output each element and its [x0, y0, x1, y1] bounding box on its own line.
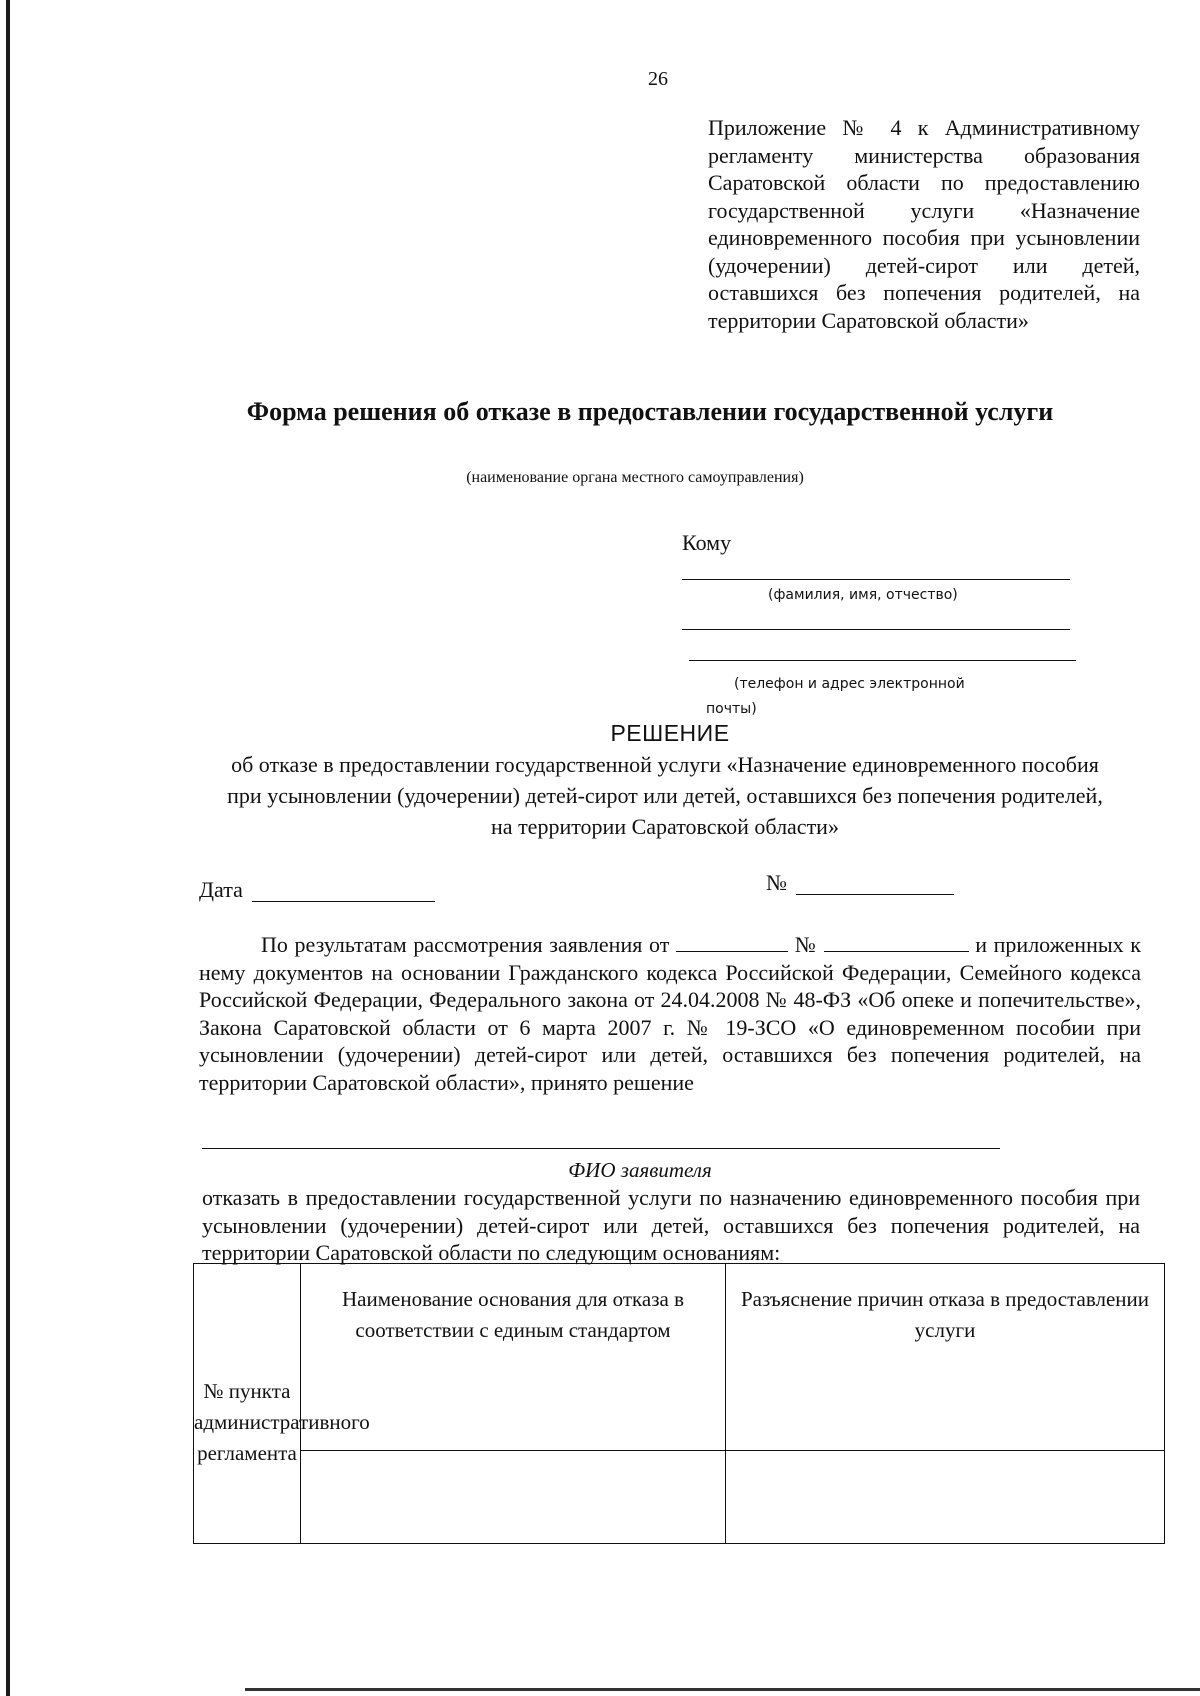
form-title: Форма решения об отказе в предоставлении государственной услуги	[246, 397, 1054, 426]
refusal-text: отказать в предоставлении государственной услуги по назначению единовременного пособия при усыновлении (удочерении) детей-сирот или детей, оставшихся без попечения родителей, на территории Саратовской области по следующим основаниям:	[202, 1185, 1140, 1265]
header-ground-name-text: Наименование основания для отказа в соответствии с единым стандартом	[342, 1287, 684, 1342]
organ-caption: (наименование органа местного самоуправления)	[466, 469, 804, 486]
applicant-caption: ФИО заявителя	[568, 1158, 712, 1182]
appendix-note: Приложение № 4 к Административному регламенту министерства образования Саратовской области по предоставлению государственной услуги «Назначение единовременного пособия при усыновлении (удочерении) детей-сирот или детей, оставшихся без попечения родителей, на территории Саратовской области»	[708, 115, 1140, 333]
decision-number-line[interactable]	[796, 894, 954, 895]
intro-start: По результатам рассмотрения заявления от	[261, 932, 670, 957]
body-paragraph	[199, 931, 1141, 1096]
application-date-line[interactable]	[676, 933, 788, 952]
header-clause-number	[194, 1264, 370, 1544]
scan-edge-left	[6, 0, 10, 1696]
header-clause-number-text: № пункта административного регламента	[194, 1379, 370, 1465]
applicant-line[interactable]	[202, 1148, 1000, 1149]
recipient-line-2[interactable]	[682, 629, 1070, 630]
decision-title: РЕШЕНИЕ	[610, 720, 730, 746]
explanation-cell[interactable]	[726, 1451, 1165, 1544]
recipient-name-line[interactable]	[682, 579, 1070, 580]
application-number-line[interactable]	[824, 933, 969, 952]
reasons-table	[193, 1263, 1165, 1544]
recipient-label: Кому	[682, 530, 732, 555]
header-refusal-explanation-text: Разъяснение причин отказа в предоставлении услуги	[740, 1287, 1149, 1342]
header-refusal-explanation	[726, 1264, 1165, 1451]
date-line[interactable]	[252, 901, 435, 902]
recipient-line-3[interactable]	[689, 660, 1076, 661]
date-label: Дата	[199, 877, 243, 902]
contact-caption-line2: почты)	[706, 701, 757, 717]
ground-cell[interactable]	[301, 1451, 726, 1544]
table-header-row	[194, 1264, 1165, 1451]
intro-num: №	[794, 932, 817, 957]
scan-edge-bottom	[245, 1688, 1200, 1691]
decision-number-label: №	[766, 870, 787, 895]
table-row	[194, 1451, 1165, 1544]
body-rest: приложенных к нему документов на основании Гражданского кодекса Российской Федерации, Семейного кодекса Российской Федерации, Федерального закона от 24.04.2008 № 48-ФЗ «Об опеке и попечительстве», Закона Саратовской области от 6 марта 2007 г. № 19-ЗСО «О единовременном пособии при усыновлении (удочерении) детей-сирот или детей, оставшихся без попечения родителей, на территории Саратовской области», принято решение	[199, 932, 1141, 1095]
fio-caption: (фамилия, имя, отчество)	[768, 587, 958, 603]
intro-and: и	[975, 932, 987, 957]
page-number: 26	[648, 68, 668, 90]
decision-subject: об отказе в предоставлении государственной услуги «Назначение единовременного пособия при усыновлении (удочерении) детей-сирот или детей, оставшихся без попечения родителей, на территории Саратовской области»	[227, 752, 1103, 839]
contact-caption-line1: (телефон и адрес электронной	[734, 676, 965, 692]
